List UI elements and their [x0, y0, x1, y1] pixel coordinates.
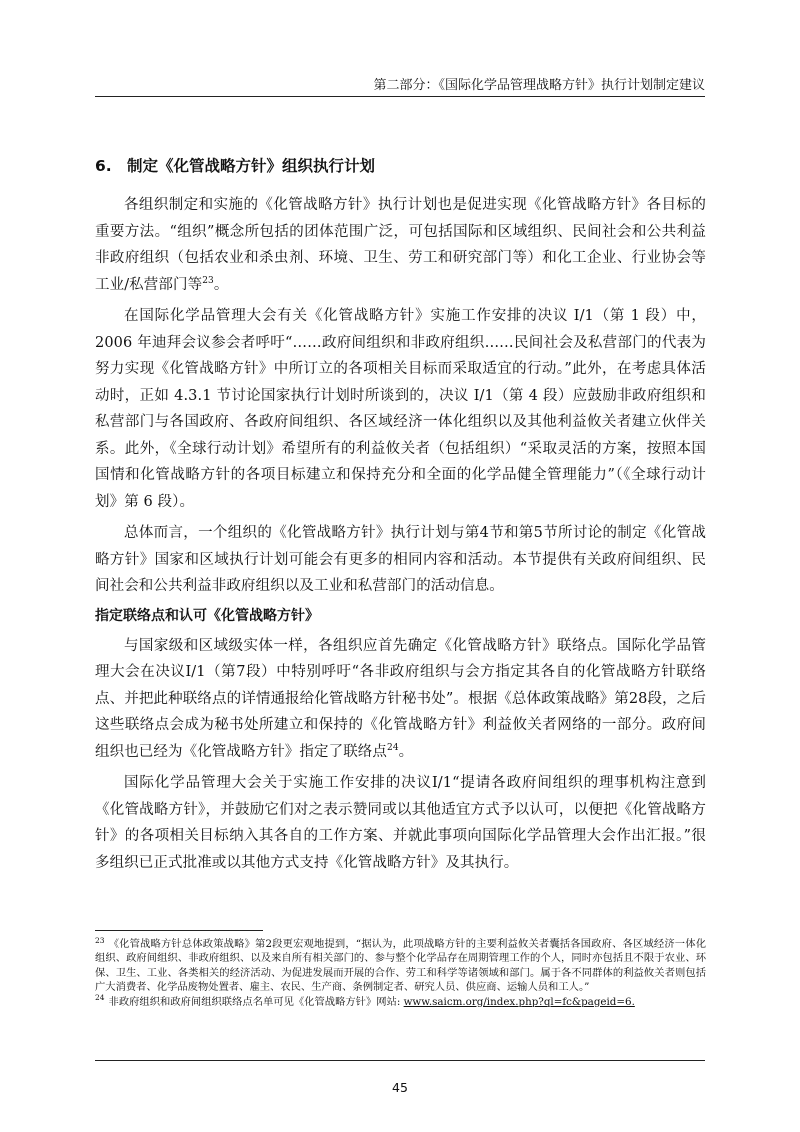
footnote-text: 非政府组织和政府间组织联络点名单可见《化管战略方针》网站: — [108, 995, 404, 1008]
paragraph-tail: 。 — [398, 743, 414, 760]
footnote-mark: 24 — [95, 993, 105, 1003]
paragraph-2 — [95, 303, 706, 515]
footnote-divider — [95, 930, 263, 931]
paragraph-text: 国际化学品管理大会关于实施工作安排的决议I/1“提请各政府间组织的理事机构注意到《化管战略方针》，并鼓励它们对之表示赞同或以其他适宜方式予以认可，以便把《化管战略方针》的各项相关目标纳入其各自的工作方案、并就此事项向国际化学品管理大会作出汇报。”很多组织已正式批准或以其他方式支持《化管战略方针》及其执行。 — [95, 775, 706, 871]
page-number: 45 — [392, 1080, 408, 1095]
paragraph-text: 与国家级和区域级实体一样，各组织应首先确定《化管战略方针》联络点。国际化学品管理大会在决议I/1（第7段）中特别呼吁“各非政府组织与会方指定其各自的化管战略方针联络点、并把此种联络点的详情通报给化管战略方针秘书处”。根据《总体政策战略》第28段，之后这些联络点会成为秘书处所建立和保持的《化管战略方针》利益攸关者网络的一部分。政府间组织也已经为《化管战略方针》指定了联络点 — [95, 637, 706, 760]
section-heading — [95, 156, 706, 176]
footnotes — [95, 937, 706, 1009]
footer-divider — [95, 1060, 705, 1061]
paragraph-text: 各组织制定和实施的《化管战略方针》执行计划也是促进实现《化管战略方针》各目标的重要方法。“组织”概念所包括的团体范围广泛，可包括国际和区域组织、民间社会和公共利益非政府组织（包括农业和杀虫剂、环境、卫生、劳工和研究部门等）和化工企业、行业协会等工业/私营部门等 — [95, 197, 706, 293]
footnote-text: 《化管战略方针总体政策战略》第2段更宏观地提到，“据认为，此项战略方针的主要利益攸关者囊括各国政府、各区域经济一体化组织、政府间组织、非政府组织、以及来自所有相关部门的、参与整个化学品存在周期管理工作的个人，同时亦包括且不限于农业、环保、卫生、工业、各类相关的经济活动、为促进发展而开展的合作、劳工和科学等诸领域和部门。属于各不同群体的利益攸关者则包括广大消费者、化学品废物处置者、雇主、农民、生产商、条例制定者、研究人员、供应商、运输人员和工人。” — [95, 938, 706, 994]
footnote-23 — [95, 937, 706, 995]
paragraph-text: 总体而言，一个组织的《化管战略方针》执行计划与第4节和第5节所讨论的制定《化管战略方针》国家和区域执行计划可能会有更多的相同内容和活动。本节提供有关政府间组织、民间社会和公共利益非政府组织以及工业和私营部门的活动信息。 — [95, 525, 706, 594]
paragraph-4 — [95, 633, 706, 766]
header-divider — [95, 96, 705, 97]
paragraph-5 — [95, 770, 706, 876]
subsection-heading: 指定联络点和认可《化管战略方针》 — [95, 607, 319, 624]
section-number: 6. — [95, 157, 112, 175]
paragraph-3 — [95, 520, 706, 600]
footnote-mark: 23 — [95, 935, 105, 945]
footnote-24 — [95, 995, 706, 1009]
running-header: 第二部分：《国际化学品管理战略方针》执行计划制定建议 — [373, 78, 705, 93]
main-content — [95, 156, 706, 881]
saicm-website-link[interactable]: www.saicm.org/index.php?ql=fc&pageid=6. — [403, 995, 635, 1008]
paragraph-tail: 。 — [213, 276, 229, 293]
section-title: 制定《化管战略方针》组织执行计划 — [127, 157, 376, 175]
footnote-ref-23[interactable]: 23 — [202, 275, 214, 286]
paragraph-text: 在国际化学品管理大会有关《化管战略方针》实施工作安排的决议 I/1（第 1 段）中，2006 年迪拜会议参会者呼吁“……政府间组织和非政府组织……民间社会及私营部门的代表为努力实现《化管战略方针》中所订立的各项相关目标而采取适宜的行动。”此外，在考虑具体活动时，正如 4.3.1 节讨论国家执行计划时所谈到的，决议 I/1（第 4 段）应鼓励非政府组织和私营部门与各国政府、各政府间组织、各区域经济一体化组织以及其他利益攸关者建立伙伴关系。此外，《全球行动计划》希望所有的利益攸关者（包括组织）“采取灵活的方案，按照本国国情和化管战略方针的各项目标建立和保持充分和全面的化学品健全管理能力”（《全球行动计划》第 6 段）。 — [95, 308, 706, 510]
footnote-ref-24[interactable]: 24 — [387, 742, 399, 753]
paragraph-1 — [95, 192, 706, 298]
